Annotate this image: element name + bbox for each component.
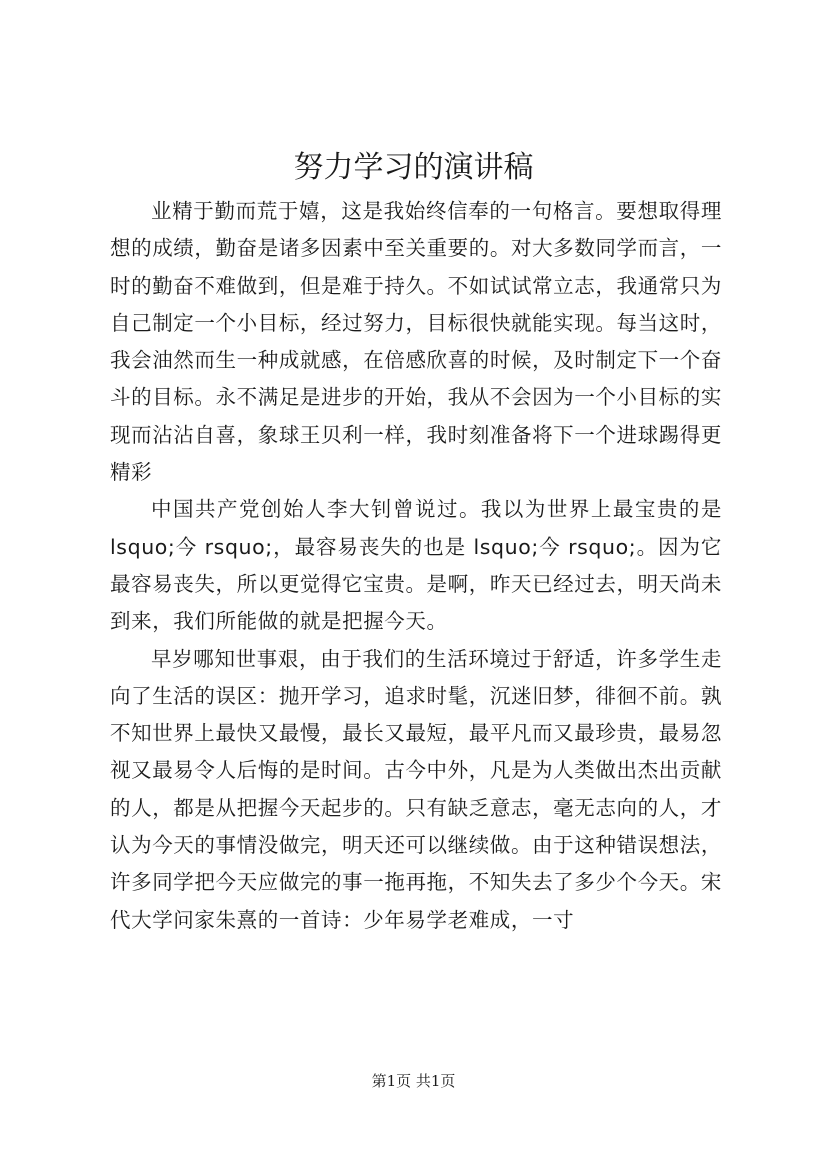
paragraph-3: 早岁哪知世事艰，由于我们的生活环境过于舒适，许多学生走向了生活的误区：抛开学习，追求时髦，沉迷旧梦，徘徊不前。孰不知世界上最快又最慢，最长又最短，最平凡而又最珍贵，最易忽视又最易令人后悔的是时间。古今中外，凡是为人类做出杰出贡献的人，都是从把握今天起步的。只有缺乏意志，毫无志向的人，才认为今天的事情没做完，明天还可以继续做。由于这种错误想法，许多同学把今天应做完的事一拖再拖，不知失去了多少个今天。宋代大学问家朱熹的一首诗：少年易学老难成，一寸 bbox=[110, 646, 722, 932]
paragraph-2: 中国共产党创始人李大钊曾说过。我以为世界上最宝贵的是lsquo;今 rsquo;，最容易丧失的也是 lsquo;今 rsquo;。因为它最容易丧失，所以更觉得它宝贵。是啊，昨天已经过去，明天尚未到来，我们所能做的就是把握今天。 bbox=[110, 497, 722, 634]
document-body bbox=[110, 193, 722, 939]
page-footer: 第1页 共1页 bbox=[371, 1072, 456, 1090]
paragraph-1: 业精于勤而荒于嬉，这是我始终信奉的一句格言。要想取得理想的成绩，勤奋是诸多因素中至关重要的。对大多数同学而言，一时的勤奋不难做到，但是难于持久。不如试试常立志，我通常只为自己制定一个小目标，经过努力，目标很快就能实现。每当这时，我会油然而生一种成就感，在倍感欣喜的时候，及时制定下一个奋斗的目标。永不满足是进步的开始，我从不会因为一个小目标的实现而沾沾自喜，象球王贝利一样，我时刻准备将下一个进球踢得更精彩 bbox=[110, 199, 722, 485]
document-title: 努力学习的演讲稿 bbox=[293, 150, 534, 185]
